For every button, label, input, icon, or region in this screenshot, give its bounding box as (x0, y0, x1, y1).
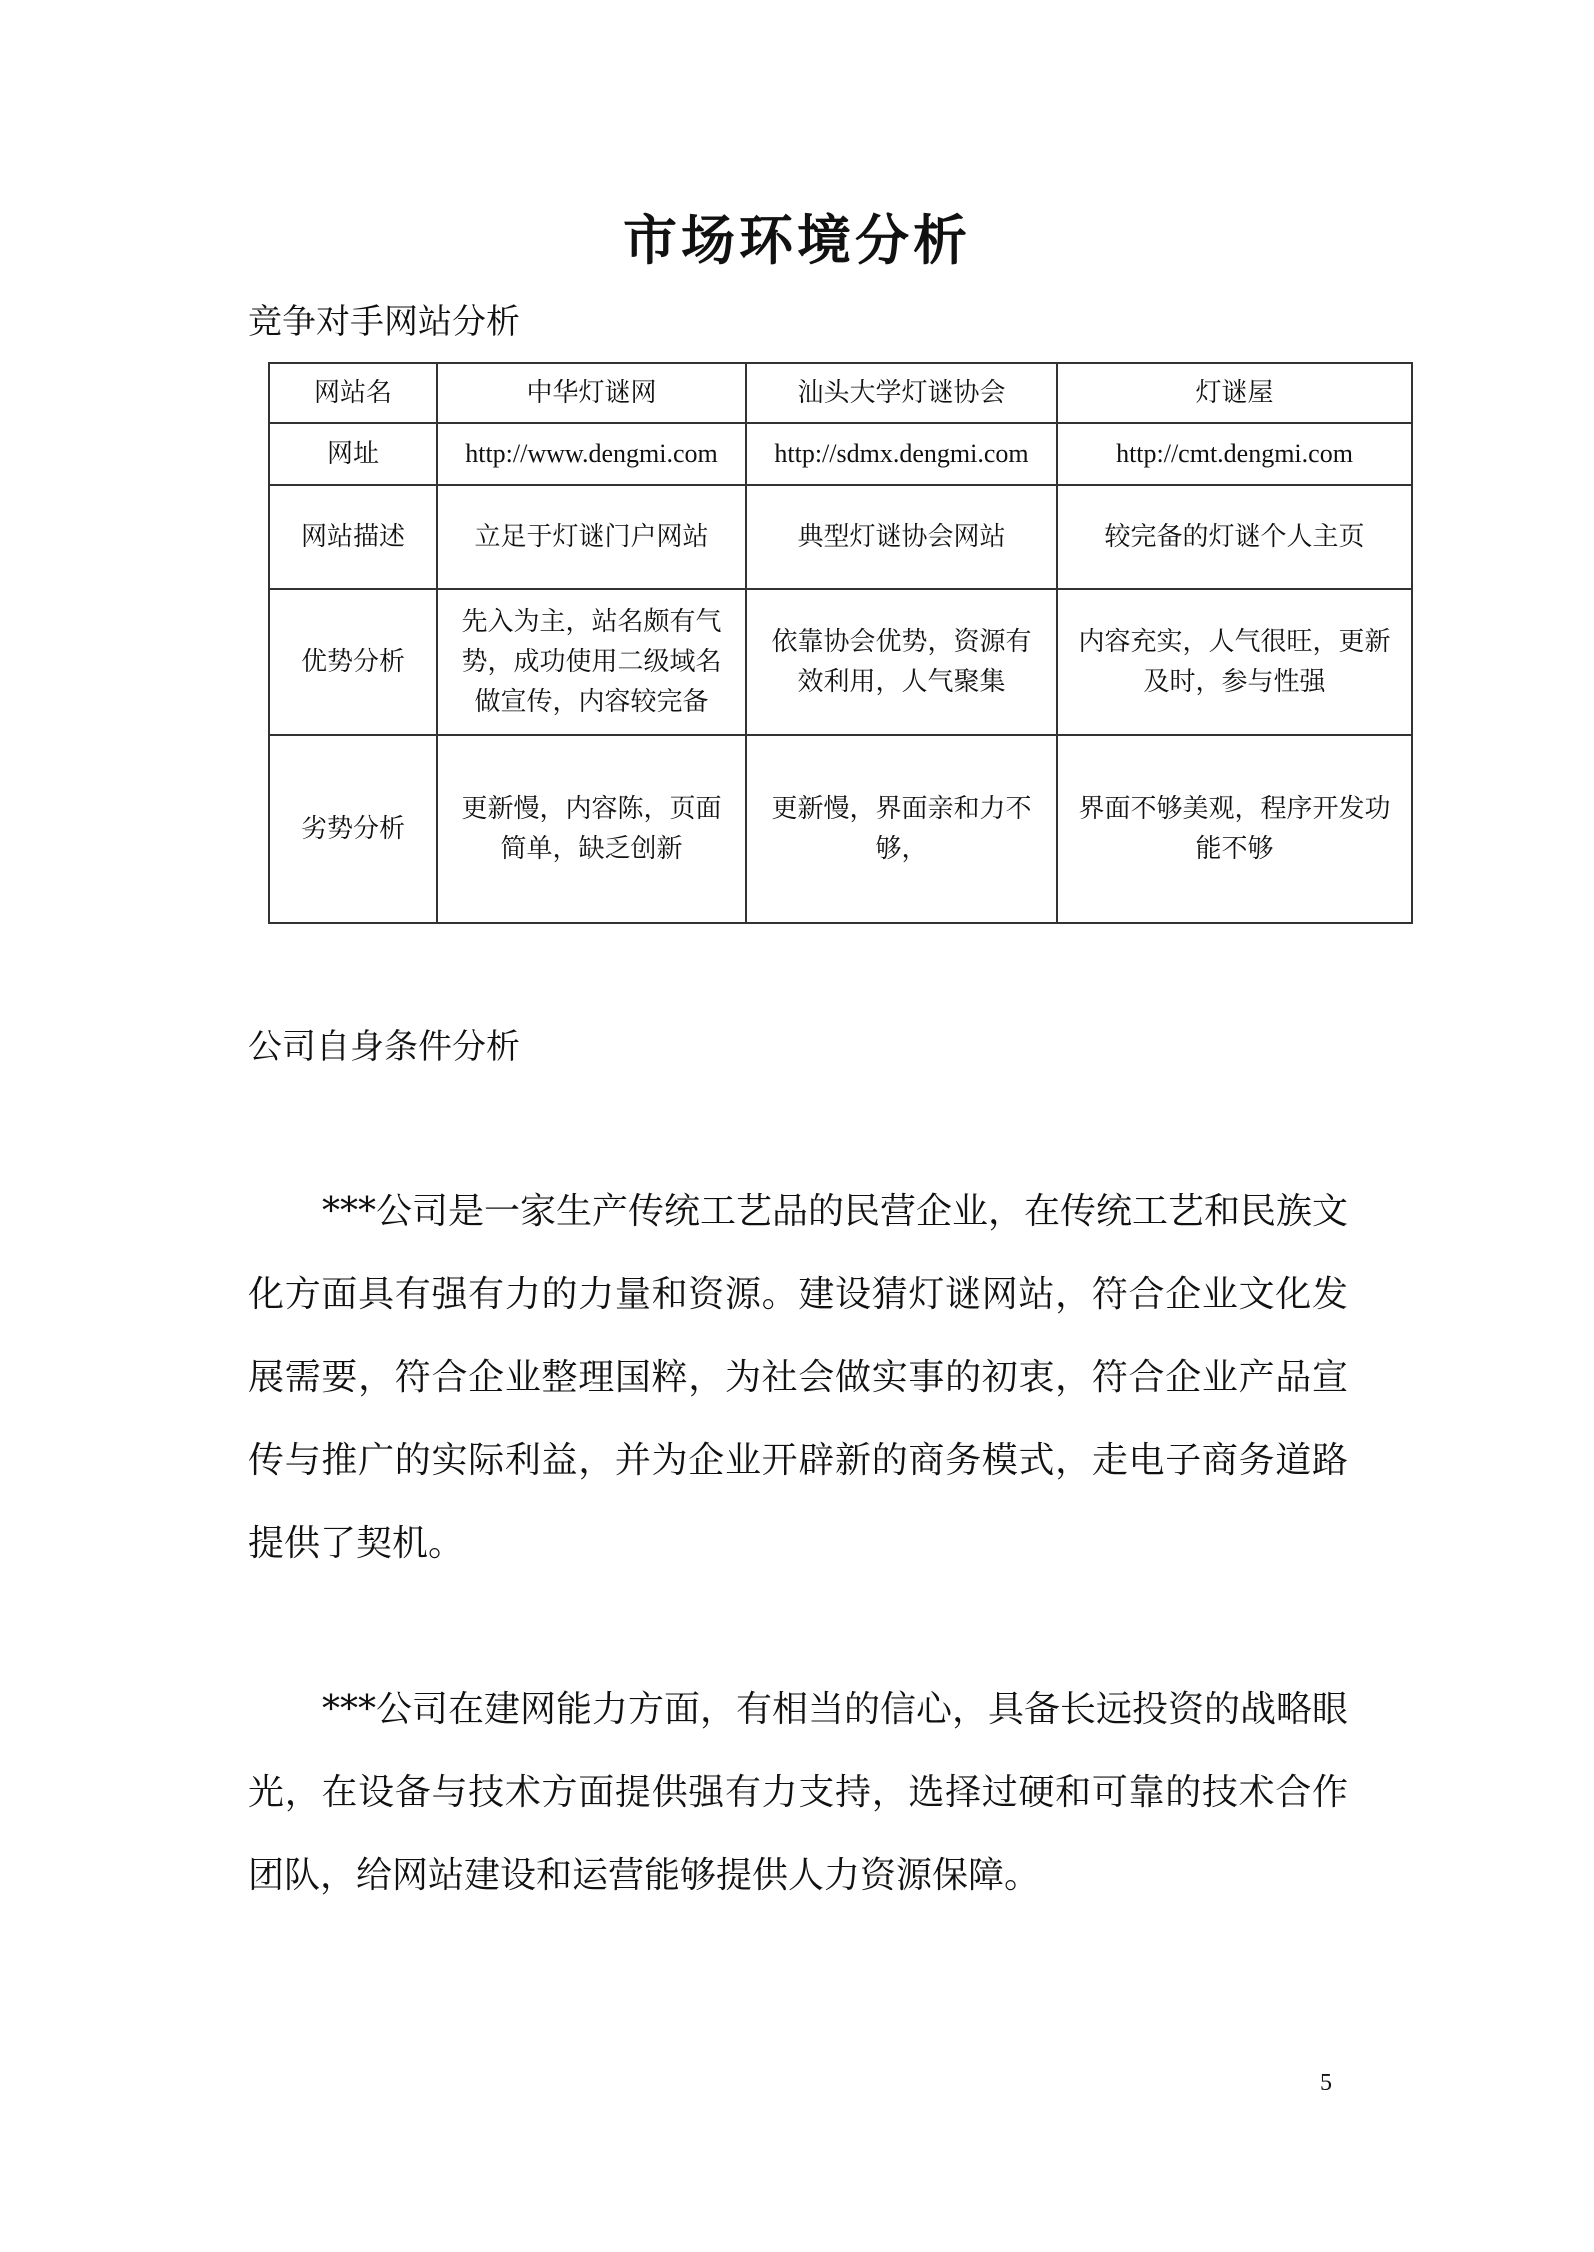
page-number: 5 (1320, 2070, 1332, 2096)
table-row (269, 363, 1412, 423)
url-cell: http://sdmx.dengmi.com (746, 423, 1057, 485)
table-cell: 依靠协会优势，资源有效利用，人气聚集 (746, 589, 1057, 735)
table-cell: 先入为主，站名颇有气势，成功使用二级域名做宣传，内容较完备 (437, 589, 746, 735)
table-row (269, 589, 1412, 735)
row-label: 网站名 (269, 363, 437, 423)
table-cell: 中华灯谜网 (437, 363, 746, 423)
table-cell: 界面不够美观，程序开发功能不够 (1057, 735, 1412, 923)
row-label: 优势分析 (269, 589, 437, 735)
row-label: 网站描述 (269, 485, 437, 589)
row-label: 劣势分析 (269, 735, 437, 923)
table-cell: 内容充实，人气很旺，更新及时，参与性强 (1057, 589, 1412, 735)
page-title: 市场环境分析 (623, 208, 971, 272)
table-cell: 汕头大学灯谜协会 (746, 363, 1057, 423)
table-row (269, 735, 1412, 923)
self-section-heading: 公司自身条件分析 (248, 1027, 520, 1067)
table-cell: 更新慢，内容陈，页面简单，缺乏创新 (437, 735, 746, 923)
table-cell: 较完备的灯谜个人主页 (1057, 485, 1412, 589)
table-row (269, 485, 1412, 589)
competitor-section-heading: 竞争对手网站分析 (248, 302, 520, 342)
url-cell: http://www.dengmi.com (437, 423, 746, 485)
table-cell: 立足于灯谜门户网站 (437, 485, 746, 589)
url-cell: http://cmt.dengmi.com (1057, 423, 1412, 485)
table-row (269, 423, 1412, 485)
table-cell: 灯谜屋 (1057, 363, 1412, 423)
body-paragraph: ***公司是一家生产传统工艺品的民营企业，在传统工艺和民族文化方面具有强有力的力量和资源。建设猜灯谜网站，符合企业文化发展需要，符合企业整理国粹，为社会做实事的初衷，符合企业产品宣传与推广的实际利益，并为企业开辟新的商务模式，走电子商务道路提供了契机。 (248, 1191, 1349, 1564)
table-cell: 典型灯谜协会网站 (746, 485, 1057, 589)
body-paragraph: ***公司在建网能力方面，有相当的信心，具备长远投资的战略眼光，在设备与技术方面提供强有力支持，选择过硬和可靠的技术合作团队，给网站建设和运营能够提供人力资源保障。 (248, 1689, 1349, 1896)
competitor-table (268, 362, 1413, 924)
row-label: 网址 (269, 423, 437, 485)
table-cell: 更新慢，界面亲和力不够， (746, 735, 1057, 923)
